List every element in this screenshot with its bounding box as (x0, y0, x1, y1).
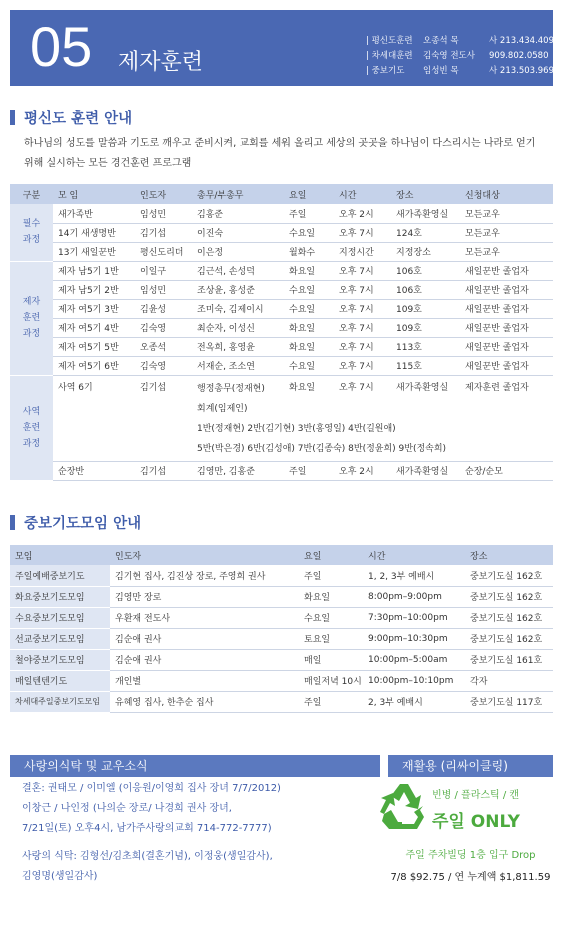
day-cell: 화요일 (284, 261, 334, 280)
leader-cell: 이일구 (135, 261, 192, 280)
leader-cell: 오종석 (135, 337, 192, 356)
category-cell: 사역 훈련 과정 (10, 375, 53, 480)
contact-phone: 909.802.0580 (489, 51, 549, 61)
contact-row (366, 49, 561, 64)
table-row (10, 204, 553, 223)
table-row (10, 607, 553, 628)
day-cell: 매일 (299, 649, 363, 670)
contact-person: 임성빈 목 (423, 66, 459, 76)
staff-cell: 김영만, 김홍준 (192, 461, 284, 480)
table-row (10, 586, 553, 607)
meeting-name: 차세대주일중보기도모임 (10, 691, 110, 712)
news-line: 김영명(생일감사) (22, 871, 98, 882)
place-cell: 각자 (465, 670, 553, 691)
table-row (10, 649, 553, 670)
time-cell: 10:00pm–5:00am (363, 649, 465, 670)
training-heading-text: 평신도 훈련 안내 (24, 111, 133, 127)
col-header: 장소 (465, 545, 553, 565)
heading-bar (10, 110, 15, 125)
target-cell: 새일꾼반 졸업자 (460, 318, 553, 337)
prayer-table-body (10, 565, 553, 712)
col-header: 시간 (363, 545, 465, 565)
meeting-name: 화요중보기도모임 (10, 586, 110, 607)
heading-bar (10, 515, 15, 530)
time-cell: 오후 7시 (334, 337, 391, 356)
place-cell: 109호 (391, 299, 460, 318)
meeting-name: 제자 남5기 1반 (53, 261, 135, 280)
day-cell: 매일저녁 10시 (299, 670, 363, 691)
place-cell: 중보기도실 162호 (465, 565, 553, 586)
meeting-name: 매일텐텐기도 (10, 670, 110, 691)
table-row (10, 375, 553, 461)
table-row (10, 261, 553, 280)
staff-lines (197, 379, 446, 459)
table-row (10, 337, 553, 356)
meeting-name: 제자 남5기 2반 (53, 280, 135, 299)
leader-cell: 임성민 (135, 280, 192, 299)
staff-line: 5반(박은경) 6반(김성애) 7반(김종숙) 8반(정윤희) 9반(정속희) (197, 443, 447, 454)
table-row (10, 628, 553, 649)
time-cell: 2, 3부 예배시 (363, 691, 465, 712)
meeting-name: 철야중보기도모임 (10, 649, 110, 670)
col-header: 시간 (334, 184, 391, 204)
leader-cell: 김순애 권사 (110, 628, 299, 649)
contact-person: 오종석 목 (423, 36, 459, 46)
place-cell: 106호 (391, 261, 460, 280)
place-cell: 중보기도실 161호 (465, 649, 553, 670)
table-row (10, 565, 553, 586)
contact-dept: | 차세대훈련 (366, 51, 413, 61)
leader-cell: 김영만 장로 (110, 586, 299, 607)
col-header: 모임 (10, 545, 110, 565)
table-row (10, 356, 553, 375)
table-row (10, 461, 553, 480)
meeting-name: 사역 6기 (53, 375, 135, 461)
place-cell: 새가족환영실 (391, 375, 460, 461)
place-cell: 중보기도실 162호 (465, 607, 553, 628)
day-cell: 화요일 (284, 318, 334, 337)
recycle-sunday-only: 주일 ONLY (432, 812, 520, 832)
staff-cell: 이은정 (192, 242, 284, 261)
leader-cell: 개인별 (110, 670, 299, 691)
table-row (10, 280, 553, 299)
meeting-name: 제자 여5기 5반 (53, 337, 135, 356)
day-cell: 주일 (299, 565, 363, 586)
recycle-items: 빈병 / 플라스틱 / 캔 (432, 790, 520, 801)
day-cell: 수요일 (284, 356, 334, 375)
prayer-table (10, 545, 553, 713)
section-number: 05 (30, 15, 93, 78)
day-cell: 화요일 (284, 375, 334, 461)
col-header: 총무/부총무 (192, 184, 284, 204)
time-cell: 오후 7시 (334, 261, 391, 280)
leader-cell: 김기현 집사, 김진상 장로, 주영희 권사 (110, 565, 299, 586)
col-header: 인도자 (135, 184, 192, 204)
meeting-name: 선교중보기도모임 (10, 628, 110, 649)
time-cell: 오후 2시 (334, 204, 391, 223)
leader-cell: 김윤성 (135, 299, 192, 318)
place-cell: 지정장소 (391, 242, 460, 261)
contact-phone: 사 213.503.9697 (489, 66, 560, 76)
contact-row (366, 64, 561, 79)
staff-line: 1반(정재현) 2반(김기현) 3반(홍영일) 4반(길원애) (197, 423, 396, 434)
place-cell: 124호 (391, 223, 460, 242)
prayer-heading (10, 512, 141, 533)
table-row (10, 670, 553, 691)
page-title: 제자훈련 (118, 50, 204, 75)
table-row (10, 299, 553, 318)
leader-cell: 김숙영 (135, 356, 192, 375)
day-cell: 주일 (284, 461, 334, 480)
place-cell: 106호 (391, 280, 460, 299)
place-cell: 113호 (391, 337, 460, 356)
target-cell: 새일꾼반 졸업자 (460, 261, 553, 280)
target-cell: 모든교우 (460, 242, 553, 261)
news-line: 사랑의 식탁: 김형선/김초희(결혼기념), 이정웅(생일감사), (22, 851, 273, 862)
time-cell: 7:30pm–10:00pm (363, 607, 465, 628)
table-row (10, 318, 553, 337)
target-cell: 제자훈련 졸업자 (460, 375, 553, 461)
staff-line: 회계(임제인) (197, 403, 248, 414)
news-line: 7/21일(토) 오후4시, 남가주사랑의교회 714-772-7777) (22, 823, 272, 834)
place-cell: 새가족환영실 (391, 461, 460, 480)
contact-row (366, 34, 561, 49)
day-cell: 수요일 (284, 280, 334, 299)
target-cell: 순장/순모 (460, 461, 553, 480)
contact-dept: | 평신도훈련 (366, 36, 413, 46)
target-cell: 모든교우 (460, 204, 553, 223)
staff-cell: 조상윤, 홍성준 (192, 280, 284, 299)
place-cell: 중보기도실 162호 (465, 586, 553, 607)
recycle-heading: 재활용 (리싸이클링) (388, 755, 553, 777)
meeting-name: 14기 새생명반 (53, 223, 135, 242)
prayer-heading-text: 중보기도모임 안내 (24, 516, 142, 532)
news-line: 이창근 / 나인정 (나의순 장로/ 나경희 권사 장녀, (22, 803, 232, 814)
target-cell: 새일꾼반 졸업자 (460, 337, 553, 356)
recycle-offering: 7/8 $92.75 / 연 누계액 $1,811.59 (390, 872, 551, 883)
day-cell: 수요일 (284, 223, 334, 242)
staff-cell: 전옥희, 홍영윤 (192, 337, 284, 356)
time-cell: 9:00pm–10:30pm (363, 628, 465, 649)
staff-cell: 조미숙, 김제이시 (192, 299, 284, 318)
target-cell: 새일꾼반 졸업자 (460, 356, 553, 375)
day-cell: 수요일 (299, 607, 363, 628)
time-cell: 오후 7시 (334, 299, 391, 318)
time-cell: 오후 7시 (334, 318, 391, 337)
col-header: 요일 (284, 184, 334, 204)
time-cell: 지정시간 (334, 242, 391, 261)
page-header (10, 10, 560, 86)
col-header: 구분 (10, 184, 53, 204)
news-heading: 사랑의식탁 및 교우소식 (10, 755, 380, 777)
time-cell: 10:00pm–10:10pm (363, 670, 465, 691)
day-cell: 화요일 (299, 586, 363, 607)
place-cell: 109호 (391, 318, 460, 337)
table-header-row (10, 184, 553, 204)
table-row (10, 223, 553, 242)
contact-phone: 사 213.434.4097 (489, 36, 560, 46)
leader-cell: 김기섭 (135, 461, 192, 480)
staff-cell: 이진숙 (192, 223, 284, 242)
time-cell: 오후 2시 (334, 461, 391, 480)
leader-cell: 우환재 전도사 (110, 607, 299, 628)
time-cell: 1, 2, 3부 예배시 (363, 565, 465, 586)
training-heading (10, 107, 132, 128)
recycle-drop-location: 주일 주차빌딩 1층 입구 Drop (405, 850, 536, 861)
contact-list (366, 34, 561, 79)
leader-cell: 임성민 (135, 204, 192, 223)
col-header: 모 임 (53, 184, 135, 204)
table-row (10, 691, 553, 712)
news-line: 결혼: 권태모 / 이미엘 (이응원/이영희 집사 장녀 7/7/2012) (22, 783, 281, 794)
target-cell: 새일꾼반 졸업자 (460, 280, 553, 299)
training-intro: 하나님의 성도를 말씀과 기도로 깨우고 준비시켜, 교회를 세워 올리고 세상의 곳곳을 하나님이 다스리시는 나라로 얻기 위해 실시하는 모든 경건훈련 프로그램 (24, 138, 536, 169)
col-header: 신청대상 (460, 184, 553, 204)
leader-cell: 김순애 권사 (110, 649, 299, 670)
meeting-name: 제자 여5기 4반 (53, 318, 135, 337)
col-header: 요일 (299, 545, 363, 565)
staff-cell: 최순자, 이성신 (192, 318, 284, 337)
day-cell: 화요일 (284, 337, 334, 356)
meeting-name: 13기 새일꾼반 (53, 242, 135, 261)
time-cell: 8:00pm–9:00pm (363, 586, 465, 607)
staff-cell: 김홍준 (192, 204, 284, 223)
day-cell: 주일 (284, 204, 334, 223)
leader-cell: 김기섭 (135, 223, 192, 242)
leader-cell: 유혜영 집사, 한추순 집사 (110, 691, 299, 712)
place-cell: 새가족환영실 (391, 204, 460, 223)
leader-cell: 평신도리더 (135, 242, 192, 261)
col-header: 장소 (391, 184, 460, 204)
staff-cell: 서재순, 조소연 (192, 356, 284, 375)
target-cell: 새일꾼반 졸업자 (460, 299, 553, 318)
meeting-name: 제자 여5기 3반 (53, 299, 135, 318)
staff-line: 행정총무(정재현) (197, 383, 265, 394)
col-header: 인도자 (110, 545, 299, 565)
category-cell: 제자 훈련 과정 (10, 261, 53, 375)
leader-cell: 김숙영 (135, 318, 192, 337)
target-cell: 모든교우 (460, 223, 553, 242)
news-body (22, 779, 382, 887)
time-cell: 오후 7시 (334, 280, 391, 299)
place-cell: 중보기도실 117호 (465, 691, 553, 712)
recycle-icon (378, 780, 430, 832)
staff-cell: 김근석, 손성덕 (192, 261, 284, 280)
training-table-body (10, 204, 553, 480)
place-cell: 115호 (391, 356, 460, 375)
contact-dept: | 중보기도 (366, 66, 405, 76)
training-table (10, 184, 553, 481)
leader-cell: 김기섭 (135, 375, 192, 461)
time-cell: 오후 7시 (334, 375, 391, 461)
day-cell: 수요일 (284, 299, 334, 318)
place-cell: 중보기도실 162호 (465, 628, 553, 649)
table-header-row (10, 545, 553, 565)
time-cell: 오후 7시 (334, 223, 391, 242)
contact-person: 김숙영 전도사 (423, 51, 475, 61)
day-cell: 토요일 (299, 628, 363, 649)
category-cell: 필수 과정 (10, 204, 53, 261)
time-cell: 오후 7시 (334, 356, 391, 375)
meeting-name: 제자 여5기 6반 (53, 356, 135, 375)
day-cell: 주일 (299, 691, 363, 712)
news-spacer (22, 839, 382, 847)
meeting-name: 수요중보기도모임 (10, 607, 110, 628)
day-cell: 월화수 (284, 242, 334, 261)
meeting-name: 주일예배중보기도 (10, 565, 110, 586)
table-row (10, 242, 553, 261)
meeting-name: 새가족반 (53, 204, 135, 223)
meeting-name: 순장반 (53, 461, 135, 480)
